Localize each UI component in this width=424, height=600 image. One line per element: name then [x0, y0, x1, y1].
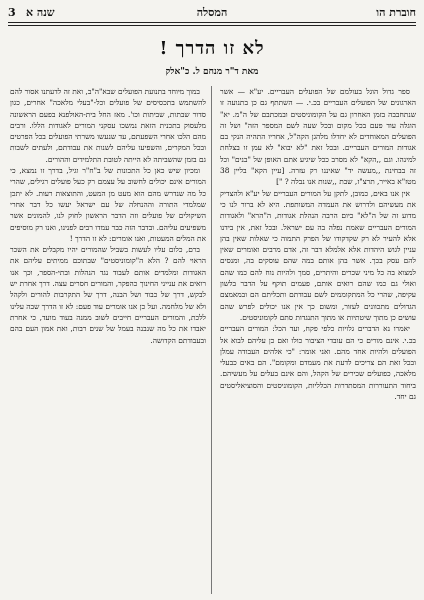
column-divider	[211, 86, 212, 594]
text-column-right	[220, 86, 416, 594]
paragraph: ספר גדול הוגל בעולמם של הפועלים העבריים. יע"א — אשר הארגונים של הפועלים העבריים בכ.י. — השתתף גם כן בתנועה זו שנתחבבה בזמן האחרון גם על הקומוניסטים ובמכתבם של ה"מ. יא" הוגלה עוד פעם בכל מקום ובכל שעה לשם המספר הזה" ושל זה הפועלים המאוחדים לא יחדלו מלהגן הקה"ל, אחריו התהיה הנקי בם אגודות המורים העבריים. ובכל זאת "לא יבוא" לא עמן זו בצלחת למינהו. וגם ,,הקא" לא מסרב ככל שיגיע אתם האופן של "בנים" וכל זה בבחינת ,,מעשה יד" שאיננו רק עזרה. [עיין הקא" בליין 38 מטז"א באייר, תרצ"ז, שבת ,,שנות אנו נבלה ? "]	[220, 87, 416, 187]
header-rule	[8, 22, 416, 23]
header-journal-name: המסלה	[196, 6, 228, 19]
paragraph: במוך מיוחד בתנועת הפועלים שבא"ה"ב, ואת זה לדעתנו אסור להם להשתמש בתכסיסים של פועלים וכל-"בעלי מלאכה" אחרים, כגון סדור שבתות, שביתות וכו'. מאז החל בית-האולפנא בפעם הראשונה מלעסוק בתכנית הזאת נמשכו עסקני המורים לאגודות הללו. ורבים מהם הלכו אחרי השפעתם, עד שנעשו משרתי הפועלים בכל הפרטים ובכל המקרים, והשפיעו עליהם לשנות את עבודתם, ולעתים לשבות גם בזמן שהשביתה לא הייתה לטובת התלמידים וההורים.	[10, 87, 206, 164]
text-column-left	[10, 86, 206, 594]
header-volume: שנה א	[26, 6, 55, 19]
paragraph: ומכיון שיש כאן כל התכונות של ב"ח"ר וגיל, בדרך זו נמצא, כי המורים אינם יכולים לחשוב על עצמם רק כעל פועלים רגילים, שהרי כל מה שנדרש מהם הוא מעט מן המעט, והתוצאות רעות. לא יתכן שמלמדי התורה וההנחלה של עם ישראל יעשו כל דבר אחרי השיקולים של פועלים וזה הדבר הראשון לחוק לנו, להמונים אשר משפיעים עליהם. ובדבר הזה כבר עמדו רבים לפנינו, ואנו רק מוסיפים את המלים המעטות, ואנו אומרים: לא זו הדרך !	[10, 166, 206, 243]
header-rule-thin	[8, 25, 416, 26]
article-byline: מאת ד"ר מנחם ל. כ"אלק	[165, 67, 259, 77]
paragraph: ברם, כלום עליו לעשות בשביל שהמורים יהיו מקבלים את השכר הראוי להם ? הלא ה"קומוניסטים" שבתוכם ממיתים עליהם את האגודות ומלמדים אותם לעבוד נגד הנהלות ובתי-הספר, וכך אנו רואים את ענייני החינוך כהפקר, והמורים חסרים עצה. דרך אחרת יש לבקש, דרך של כבוד ושל הבנה, דרך של התקרבות להורים ולקהל ולא של מלחמה. ועל כן אנו אומרים עוד פעם: לא זו הדרך שבה עלינו ללכת, והמורים העבריים חייבים לשוב ממנה בעוד מועד, כי אחרת יאבדו את כל מה שנבנה בעמל של שנים רבות, ואת אמון העם בהם ובעבודתם הקדושה.	[10, 245, 206, 345]
running-header	[8, 6, 416, 20]
paragraph: אין אנו באים, כמובן, לתקן על המורים העבריים של יע"א ולהצדיק את מעשיהם ולדרוש את העמדה המשותפת. היא לא ברור לנו כי מדוע זה של ה"לא" כיום הרבה הנהלת אגודות, ה"הרא" ולאגודות המורים העבריים שאמת נפלה בה עם ישראל. ובכל זאת, אין בידנו אלא להעיר לא רק שקדקודו של הפרק התמוה כי שאלות שאין בהן עניין לגוש היהדות אלא אלמלא דבר זה, אדם מרבים ואומרים שאין להם עסק בכך. אשר בהן אותם במה שהם עוסקים בה, ומנסים למצוא בה כל מיני שכרים והיתרים, סמך ולהיות נוח להם כמו שהם ואולי גם כמו שהם רואים אותם, פעמים תוקף על הדבר בלשון עקיפה, שהרי כל המתקוממים לשם עבודתם ותכליתם הם ובמאמצם הגדולים מתכוונים לעזור, ומשום כך אין אנו יכולים לפרש שהם עושים כן מתוך שיטתיות או מתוך התנגדות סתם לקומוניסטים.	[220, 188, 416, 322]
page-number: 3	[8, 6, 16, 19]
article-title: לא זו הדרך !	[159, 38, 265, 59]
header-issue: חוברת הו	[376, 6, 416, 19]
paragraph: יאמרו נא הדברים גלויות כלפי פקח, ועד הכל: המורים העבריים בכ.י. אינם מורים כי הם עובדי הציבור כולו ואם כן עליהם לבוא אל הפועלים ולהיות אחד מהם. ואני אומר: "כי אלהים העבודה עמלן ובכל זאת הם צריכים לדעת את מעמדם ומקומם". הם באים כבעלי מלאכה, כפועלים שכירים של הקהל, והם אינם בעלים על מעשיהם. ביחוד התעוררות המסתדרות הכלליות, הקומוניסטים והסוציאליסטים גם יחד.	[220, 324, 416, 402]
